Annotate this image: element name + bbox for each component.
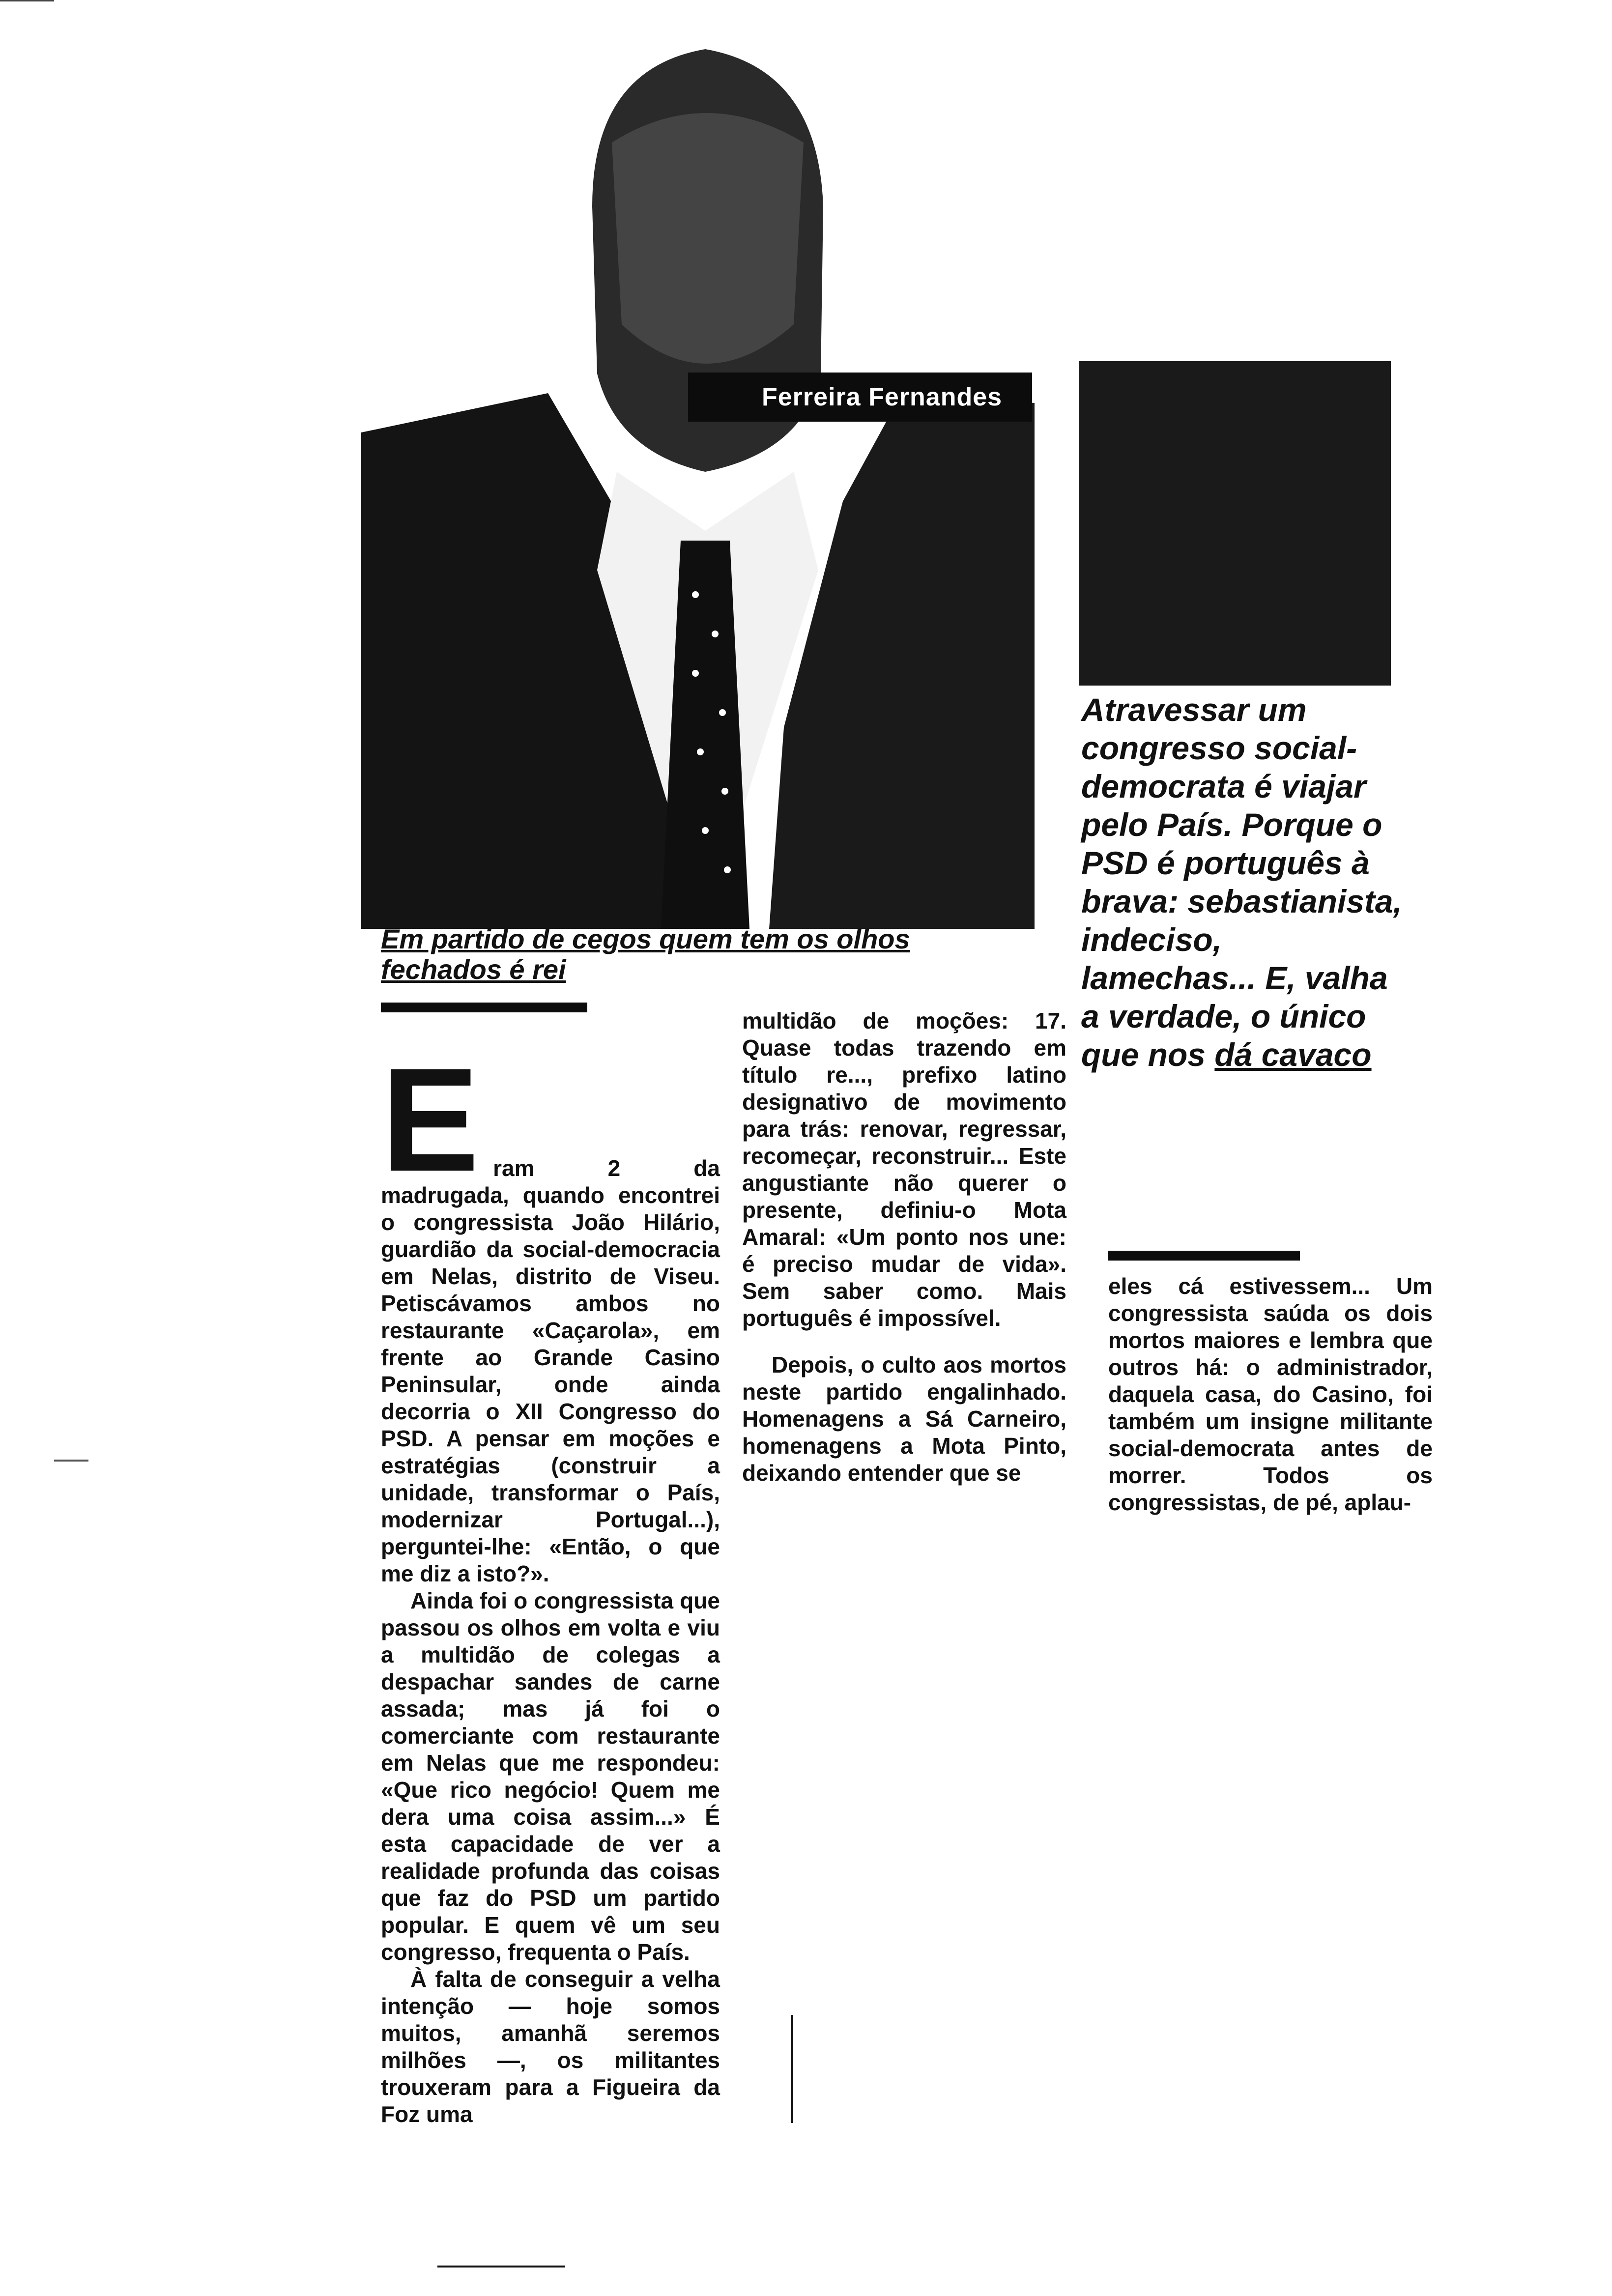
- article-column-2: [742, 1007, 1066, 1487]
- caption-rule: [381, 1003, 587, 1012]
- portrait-photo: [361, 29, 1035, 929]
- paragraph: À falta de conseguir a velha intenção — hoje somos muitos, amanhã seremos milhões —, os militantes trouxeram para a Figueira da Foz uma: [381, 1966, 720, 2127]
- paragraph: ram 2 da madrugada, quando encontrei o congressista João Hilário, guardião da social-democracia em Nelas, distrito de Viseu. Petiscávamos ambos no restaurante «Caçarola», em frente ao Grande Casino Peninsular, onde ainda decorria o XII Congresso do PSD. A pensar em moções e estratégias (construir a unidade, transformar o País, modernizar Portugal...), perguntei-lhe: «Então, o que me diz a isto?».: [381, 1155, 720, 1586]
- paragraph: Ainda foi o congressista que passou os olhos em volta e viu a multidão de colegas a despachar sandes de carne assada; mas já foi o comerciante com restaurante em Nelas que me respondeu: «Que rico negócio! Quem me dera uma coisa assim...» É esta capacidade de ver a realidade profunda das coisas que faz do PSD um partido popular. E quem vê um seu congresso, frequenta o País.: [381, 1588, 720, 1965]
- drop-cap: E: [381, 1037, 480, 1202]
- pull-quote-highlight: dá cavaco: [1214, 1036, 1372, 1073]
- article-column-1: [381, 1037, 720, 2128]
- byline-label: Ferreira Fernandes: [688, 373, 1032, 422]
- column-divider-line: [791, 2015, 793, 2123]
- article-column-3: [1108, 1273, 1433, 1516]
- photo-caption: Em partido de cegos quem tem os olhos fechados é rei: [381, 923, 910, 985]
- inset-image: [1079, 361, 1391, 686]
- margin-mark: [54, 1460, 88, 1462]
- pull-quote-text: Atravessar um congresso social-democrata é viajar pelo País. Porque o PSD é português à brava: sebastianista, indeciso, lamechas... E, valha a verdade, o único que nos: [1081, 691, 1402, 1073]
- paragraph: Depois, o culto aos mortos neste partido engalinhado. Homenagens a Sá Carneiro, homenagens a Mota Pinto, deixando entender que se: [742, 1352, 1066, 1486]
- pull-quote-rule: [1108, 1251, 1300, 1261]
- paragraph: eles cá estivessem... Um congressista saúda os dois mortos maiores e lembra que outros há: o administrador, daquela casa, do Casino, foi também um insigne militante social-democrata antes de morrer. Todos os congressistas, de pé, aplau-: [1108, 1273, 1433, 1515]
- bottom-rule: [437, 2266, 565, 2267]
- paragraph: multidão de moções: 17. Quase todas trazendo em título re..., prefixo latino designativo de movimento para trás: renovar, regressar, recomeçar, reconstruir... Este angustiante não querer o presente, definiu-o Mota Amaral: «Um ponto nos une: é preciso mudar de vida». Sem saber como. Mais português é impossível.: [742, 1008, 1066, 1331]
- pull-quote: [1081, 690, 1406, 1074]
- top-rule: [0, 0, 54, 1]
